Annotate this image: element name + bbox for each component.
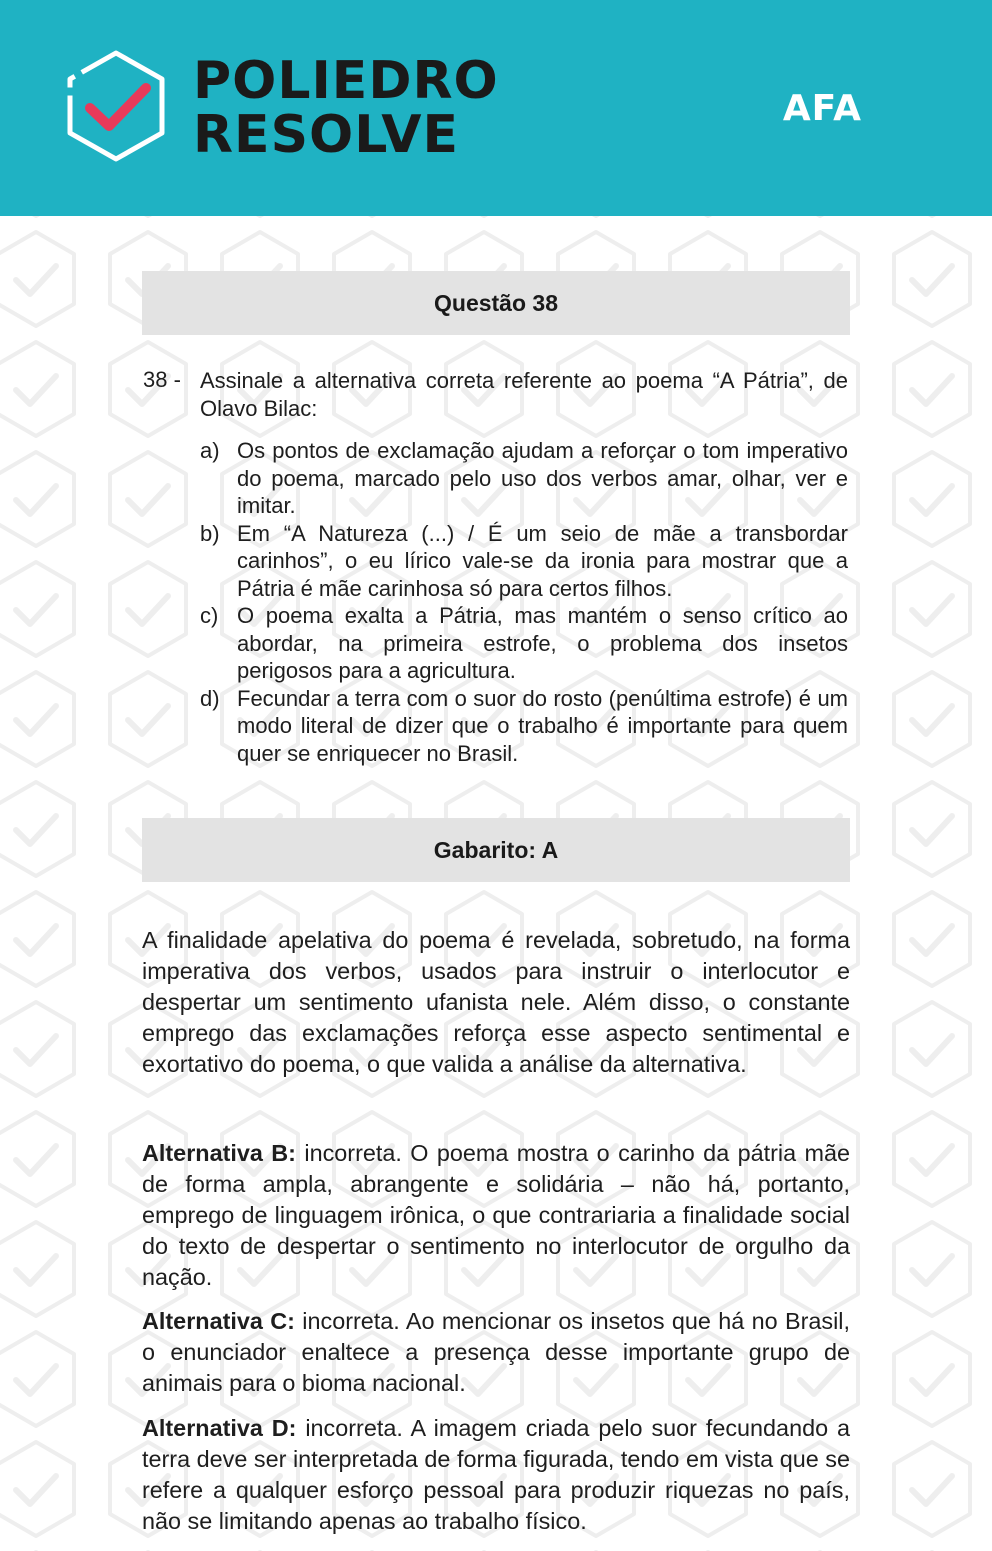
question-stem: Assinale a alternativa correta referente ao poema “A Pátria”, de Olavo Bilac: xyxy=(200,368,848,421)
option-letter: b) xyxy=(200,520,220,546)
alternative-c-analysis xyxy=(142,1306,850,1399)
options-list xyxy=(200,437,848,767)
option-text: Os pontos de exclamação ajudam a reforçar o tom imperativo do poema, marcado pelo uso dos verbos amar, olhar, ver e imitar. xyxy=(237,438,848,518)
option-letter: c) xyxy=(200,603,219,628)
option-text: Fecundar a terra com o suor do rosto (penúltima estrofe) é um modo literal de dizer que o trabalho é importante para quem quer se enriquecer no Brasil. xyxy=(237,685,848,766)
question-number: 38 - xyxy=(143,367,181,392)
answer-title: Gabarito: A xyxy=(142,818,850,882)
alternative-text: incorreta. A imagem criada pelo suor fecundando a terra deve ser interpretada de forma figurada, tendo em vista que se refere a qualquer esforço pessoal para produzir riquezas no país, não se limitando apenas ao trabalho físico. xyxy=(142,1415,850,1534)
option-letter: a) xyxy=(200,438,220,463)
alternative-b-analysis xyxy=(142,1138,850,1293)
option-b xyxy=(200,520,848,603)
answer-explanation: A finalidade apelativa do poema é revelada, sobretudo, na forma imperativa dos verbos, usados para instruir o interlocutor e despertar um sentimento ufanista nele. Além disso, o constante emprego das exclamações reforça esse aspecto sentimental e exortativo do poema, o que valida a análise da alternativa. xyxy=(142,927,850,1077)
option-a xyxy=(200,437,848,520)
alternative-label: Alternativa B: xyxy=(142,1140,296,1166)
brand-line-2: RESOLVE xyxy=(193,105,459,165)
alternative-label: Alternativa D: xyxy=(142,1415,297,1441)
alternative-label: Alternativa C: xyxy=(142,1308,295,1334)
exam-label: AFA xyxy=(782,88,862,129)
alternative-text: incorreta. O poema mostra o carinho da pátria mãe de forma ampla, abrangente e solidária – não há, portanto, emprego de linguagem irônica, o que contrariaria a finalidade social do texto de despertar o sentimento no interlocutor de orgulho da nação. xyxy=(142,1140,851,1290)
brand-line-1: POLIEDRO xyxy=(193,51,499,111)
option-text: Em “A Natureza (...) / É um seio de mãe a transbordar carinhos”, o eu lírico vale-se da ironia para mostrar que a Pátria é mãe carinhosa só para certos filhos. xyxy=(237,520,848,601)
option-letter: d) xyxy=(200,685,220,711)
option-d xyxy=(200,685,848,768)
alternative-text: incorreta. Ao mencionar os insetos que há no Brasil, o enunciador enaltece a presença desse importante grupo de animais para o bioma nacional. xyxy=(142,1308,850,1396)
question-title: Questão 38 xyxy=(142,271,850,335)
option-text: O poema exalta a Pátria, mas mantém o senso crítico ao abordar, na primeira estrofe, o problema dos insetos perigosos para a agricultura. xyxy=(237,603,848,683)
option-c xyxy=(200,602,848,685)
alternative-d-analysis xyxy=(142,1413,850,1537)
